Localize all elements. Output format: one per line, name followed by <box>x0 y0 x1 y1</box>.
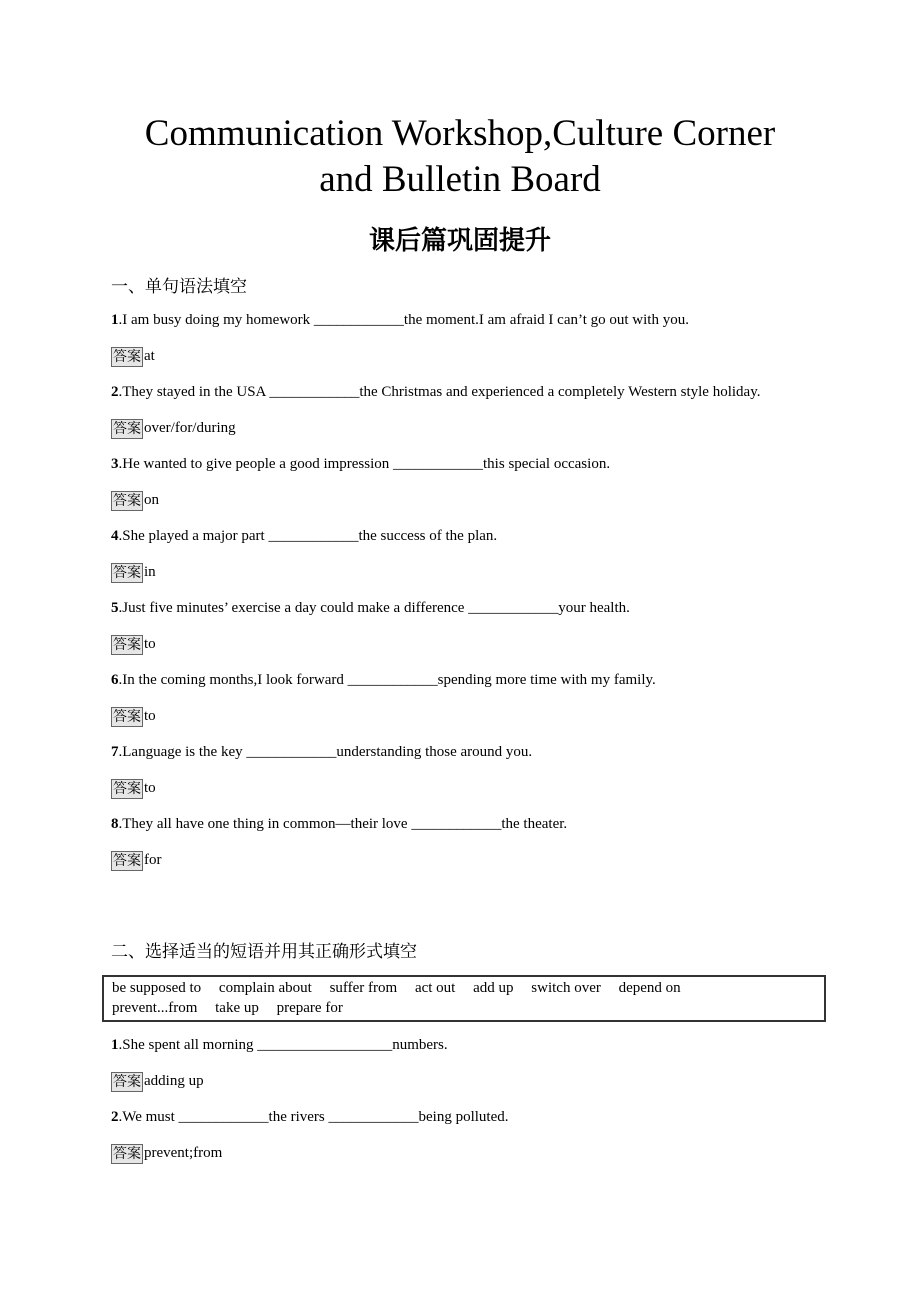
answer-item <box>111 850 791 871</box>
question-number: 8 <box>111 816 119 832</box>
question-item <box>111 598 791 619</box>
phrase-option: add up <box>473 980 514 996</box>
question-item <box>111 814 791 835</box>
answer-text: for <box>144 852 162 868</box>
question-item <box>111 742 791 763</box>
title-line-2: and Bulletin Board <box>319 159 601 200</box>
phrase-option: act out <box>414 980 456 996</box>
question-item <box>111 382 791 403</box>
phrase-option: complain about <box>218 980 312 996</box>
question-number: 2 <box>111 1109 119 1125</box>
answer-text: to <box>144 708 156 724</box>
question-text: .Just five minutes’ exercise a day could make a difference ____________your health. <box>118 600 630 616</box>
question-text: .They stayed in the USA ____________the Christmas and experienced a completely Western style holiday. <box>118 384 761 400</box>
answer-badge: 答案 <box>113 1073 141 1090</box>
phrase-option: prepare for <box>276 1000 343 1016</box>
question-text: .We must ____________the rivers ____________being polluted. <box>118 1109 509 1125</box>
question-number: 4 <box>111 528 119 544</box>
question-item <box>111 454 791 475</box>
answer-badge: 答案 <box>113 780 141 797</box>
question-item <box>111 670 791 691</box>
answer-badge: 答案 <box>113 420 141 437</box>
phrase-option: prevent...from <box>112 1000 198 1016</box>
document-title <box>0 111 920 203</box>
section-1-heading: 一、单句语法填空 <box>111 277 247 297</box>
answer-badge: 答案 <box>113 852 141 869</box>
question-item <box>111 310 791 331</box>
question-number: 1 <box>111 312 119 328</box>
phrase-option: be supposed to <box>112 980 202 996</box>
title-line-1: Communication Workshop,Culture Corner <box>144 113 776 154</box>
answer-text: on <box>144 492 159 508</box>
question-text: .She played a major part ____________the success of the plan. <box>118 528 498 544</box>
answer-text: to <box>144 636 156 652</box>
question-number: 3 <box>111 456 119 472</box>
question-number: 6 <box>111 672 119 688</box>
answer-item <box>111 706 791 727</box>
answer-item <box>111 1071 791 1092</box>
answer-text: adding up <box>144 1073 204 1089</box>
answer-text: over/for/during <box>144 420 236 436</box>
answer-item <box>111 562 791 583</box>
question-text: .He wanted to give people a good impression ____________this special occasion. <box>118 456 611 472</box>
phrase-option: suffer from <box>329 980 398 996</box>
question-text: .She spent all morning __________________numbers. <box>118 1037 448 1053</box>
answer-badge: 答案 <box>113 708 141 725</box>
section-1-questions <box>111 310 791 886</box>
answer-badge: 答案 <box>113 1145 141 1162</box>
question-text: .In the coming months,I look forward ____________spending more time with my family. <box>118 672 656 688</box>
phrase-box <box>102 975 826 1022</box>
section-2-heading: 二、选择适当的短语并用其正确形式填空 <box>111 942 417 962</box>
question-text: .They all have one thing in common—their love ____________the theater. <box>118 816 568 832</box>
document-subtitle: 课后篇巩固提升 <box>368 226 551 256</box>
question-text: .I am busy doing my homework ____________the moment.I am afraid I can’t go out with you. <box>118 312 689 328</box>
question-number: 1 <box>111 1037 119 1053</box>
answer-item <box>111 634 791 655</box>
question-number: 7 <box>111 744 119 760</box>
answer-text: to <box>144 780 156 796</box>
section-2-questions <box>111 1035 791 1179</box>
answer-text: prevent;from <box>144 1145 223 1161</box>
question-item <box>111 1035 791 1056</box>
phrase-option: depend on <box>618 980 681 996</box>
answer-badge: 答案 <box>113 348 141 365</box>
answer-badge: 答案 <box>113 636 141 653</box>
question-number: 2 <box>111 384 119 400</box>
question-item <box>111 526 791 547</box>
phrase-option: switch over <box>531 980 601 996</box>
answer-item <box>111 1143 791 1164</box>
answer-badge: 答案 <box>113 564 141 581</box>
question-number: 5 <box>111 600 119 616</box>
question-text: .Language is the key ____________understanding those around you. <box>118 744 533 760</box>
answer-item <box>111 778 791 799</box>
answer-text: at <box>144 348 155 364</box>
answer-item <box>111 418 791 439</box>
answer-text: in <box>144 564 156 580</box>
question-item <box>111 1107 791 1128</box>
phrase-option: take up <box>215 1000 259 1016</box>
answer-item <box>111 490 791 511</box>
answer-item <box>111 346 791 367</box>
answer-badge: 答案 <box>113 492 141 509</box>
